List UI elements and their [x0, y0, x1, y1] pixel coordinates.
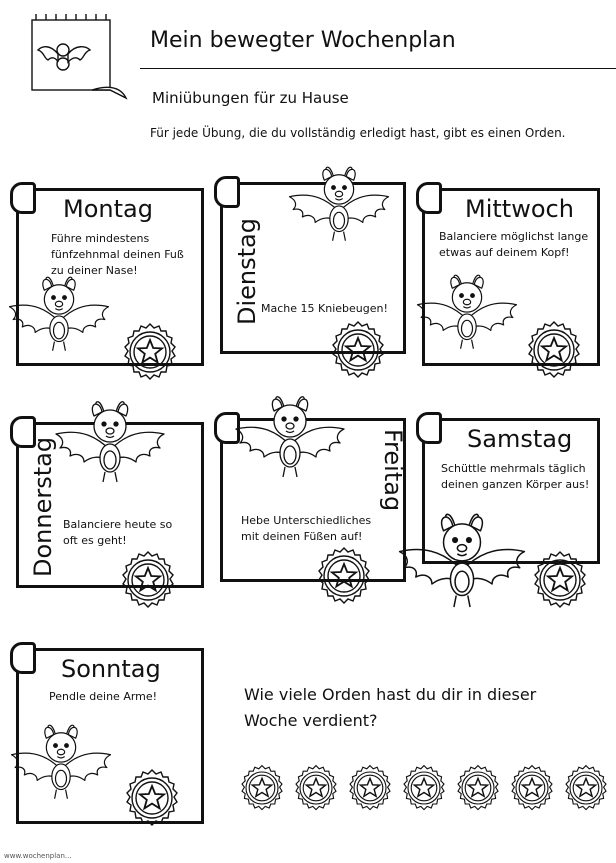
calendar-icon	[22, 10, 132, 100]
day-title-montag: Montag	[63, 195, 153, 223]
task-line: Pendle deine Arme!	[49, 690, 158, 703]
footer-url: www.wochenplan...	[4, 852, 72, 860]
star-medal-icon	[328, 320, 388, 380]
star-medal-icon	[314, 546, 374, 606]
star-medal-icon[interactable]	[508, 764, 556, 812]
task-line: Mache 15 Kniebeugen!	[261, 302, 388, 315]
task-line: zu deiner Nase!	[51, 264, 138, 277]
task-line: Führe mindestens	[51, 232, 150, 245]
star-medal-icon[interactable]	[292, 764, 340, 812]
header-rule	[140, 68, 616, 69]
star-medal-icon[interactable]	[400, 764, 448, 812]
paper-curl	[214, 176, 240, 208]
star-medal-icon[interactable]	[238, 764, 286, 812]
star-medal-icon	[120, 322, 180, 382]
bat-illustration	[392, 510, 532, 614]
task-line: etwas auf deinem Kopf!	[439, 246, 570, 259]
day-title-mittwoch: Mittwoch	[465, 195, 574, 223]
paper-curl	[10, 642, 36, 674]
task-samstag	[441, 461, 589, 493]
bat-illustration	[412, 268, 522, 358]
paper-curl	[416, 182, 442, 214]
page-subtitle: Miniübungen für zu Hause	[152, 89, 349, 107]
tally-medal-row	[238, 764, 610, 816]
paper-curl	[10, 182, 36, 214]
bat-illustration	[230, 390, 350, 486]
task-line: mit deinen Füßen auf!	[241, 530, 363, 543]
star-medal-icon	[530, 550, 590, 610]
day-title-freitag: Freitag	[379, 429, 407, 512]
day-title-samstag: Samstag	[467, 425, 573, 453]
task-freitag	[241, 513, 371, 545]
task-dienstag	[261, 301, 388, 317]
task-line: fünfzehnmal deinen Fuß	[51, 248, 184, 261]
bat-illustration	[284, 150, 394, 260]
task-line: oft es geht!	[63, 534, 127, 547]
task-line: Balanciere möglichst lange	[439, 230, 589, 243]
page-title: Mein bewegter Wochenplan	[150, 28, 456, 53]
question-line: Woche verdient?	[244, 711, 378, 730]
day-title-dienstag: Dienstag	[233, 218, 261, 325]
day-title-donnerstag: Donnerstag	[29, 436, 57, 577]
task-donnerstag	[63, 517, 172, 549]
star-medal-icon[interactable]	[346, 764, 394, 812]
task-line: deinen ganzen Körper aus!	[441, 478, 590, 491]
bat-illustration	[6, 708, 116, 818]
bat-illustration	[4, 270, 114, 360]
task-line: Balanciere heute so	[63, 518, 173, 531]
star-medal-icon	[122, 768, 182, 828]
star-medal-icon[interactable]	[454, 764, 502, 812]
intro-text: Für jede Übung, die du vollständig erledigt hast, gibt es einen Orden.	[150, 126, 566, 140]
bat-illustration	[50, 398, 170, 488]
paper-curl	[416, 412, 442, 444]
task-sonntag	[49, 689, 157, 705]
question-line: Wie viele Orden hast du dir in dieser	[244, 685, 537, 704]
star-medal-icon[interactable]	[562, 764, 610, 812]
day-title-sonntag: Sonntag	[61, 655, 161, 683]
task-line: Hebe Unterschiedliches	[241, 514, 372, 527]
task-line: Schüttle mehrmals täglich	[441, 462, 586, 475]
task-mittwoch	[439, 229, 588, 261]
star-medal-icon	[524, 320, 584, 380]
star-medal-icon	[118, 550, 178, 610]
question-text	[244, 682, 536, 734]
